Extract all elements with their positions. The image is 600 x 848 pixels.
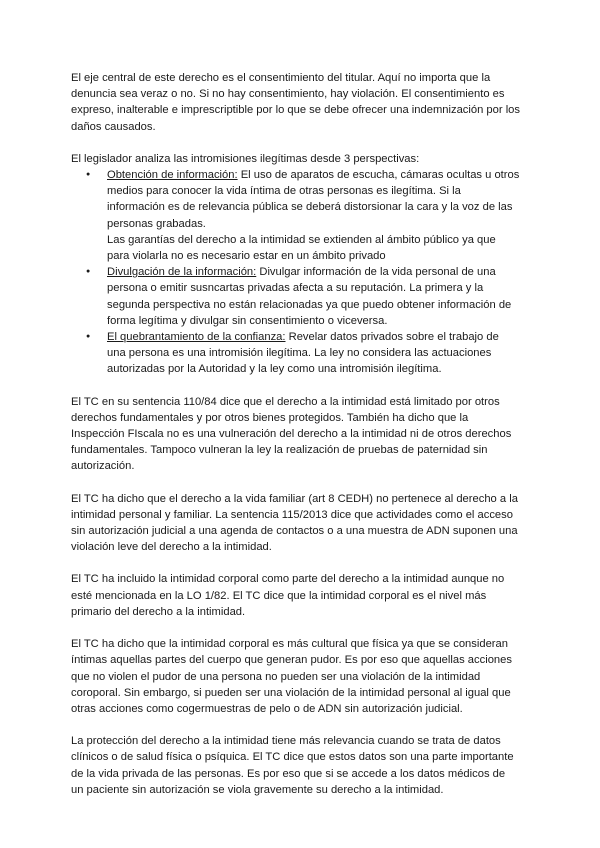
list-item-obtencion xyxy=(71,167,520,264)
paragraph-vida-familiar: El TC ha dicho que el derecho a la vida familiar (art 8 CEDH) no pertenece al derecho a la intimidad personal y familiar. La sentencia 115/2013 dice que actividades como el acceso sin autorización judicial a una agenda de contactos o a una muestra de ADN suponen una violación leve del derecho a la intimidad. xyxy=(71,492,518,554)
list-item-title: Divulgación de la información: xyxy=(107,266,257,279)
list-item-text: Divulgar información de la vida personal de una persona o emitir susncartas privadas afecta a su reputación. La primera y la segunda perspectiva no están relacionadas ya que puedo obtener información de forma legítima y divulgar sin consentimiento o viceversa. xyxy=(107,266,512,327)
list-item-extra: Las garantías del derecho a la intimidad se extienden al ámbito público ya que para violarla no es necesario estar en un ámbito privado xyxy=(107,233,496,263)
list-item-quebrantamiento xyxy=(71,329,520,378)
list-item-text: El uso de aparatos de escucha, cámaras ocultas u otros medios para conocer la vida íntima de otras personas es ilegítima. Si la información es de relevancia pública se deberá distorsionar la cara y la voz de las personas grabadas. xyxy=(107,169,520,230)
paragraph-datos-clinicos: La protección del derecho a la intimidad tiene más relevancia cuando se trata de datos clínicos o de salud física o psíquica. El TC dice que estos datos son una parte importante de la vida privada de las personas. Es por eso que si se accede a los datos médicos de un paciente sin autorización se viola gravemente su derecho a la intimidad. xyxy=(71,735,514,796)
paragraph-consentimiento: El eje central de este derecho es el consentimiento del titular. Aquí no importa que la denuncia sea veraz o no. Si no hay consentimiento, hay violación. El consentimiento es expreso, inalterable e imprescriptible por lo que se debe ofrecer una indemnización por los daños causados. xyxy=(71,72,520,133)
list-item-title: El quebrantamiento de la confianza: xyxy=(107,331,286,344)
paragraph-sentencia-110-84: El TC en su sentencia 110/84 dice que el derecho a la intimidad está limitado por otros derechos fundamentales y por otros bienes protegidos. También ha dicho que la Inspección FIscala no es una vulneración del derecho a la intimidad ni de otros derechos fundamentales. Tampoco vulneran la ley la realización de pruebas de paternidad sin autorización. xyxy=(71,395,512,473)
list-item-title: Obtención de información: xyxy=(107,169,238,182)
paragraph-pudor: El TC ha dicho que la intimidad corporal es más cultural que física ya que se consideran íntimas aquellas partes del cuerpo que generan pudor. Es por eso que aquellas acciones que no violen el pudor de una persona no pueden ser una violación de la intimidad coroporal. Sin embargo, si pueden ser una violación de la intimidad personal al igual que otras acciones como cogermuestras de pelo o de ADN sin autorización judicial. xyxy=(71,638,512,715)
list-item-divulgacion xyxy=(71,264,520,329)
perspectivas-list xyxy=(71,167,520,378)
list-item-text: Revelar datos privados sobre el trabajo de una persona es una intromisión ilegítima. La ley no considera las actuaciones autorizadas por la Autoridad y la ley como una intromisión ilegítima. xyxy=(107,331,499,376)
paragraph-intimidad-corporal: El TC ha incluido la intimidad corporal como parte del derecho a la intimidad aunque no esté mencionada en la LO 1/82. El TC dice que la intimidad corporal es el nivel más primario del derecho a la intimidad. xyxy=(71,573,505,618)
paragraph-perspectivas-intro: El legislador analiza las intromisiones ilegítimas desde 3 perspectivas: xyxy=(71,152,420,165)
